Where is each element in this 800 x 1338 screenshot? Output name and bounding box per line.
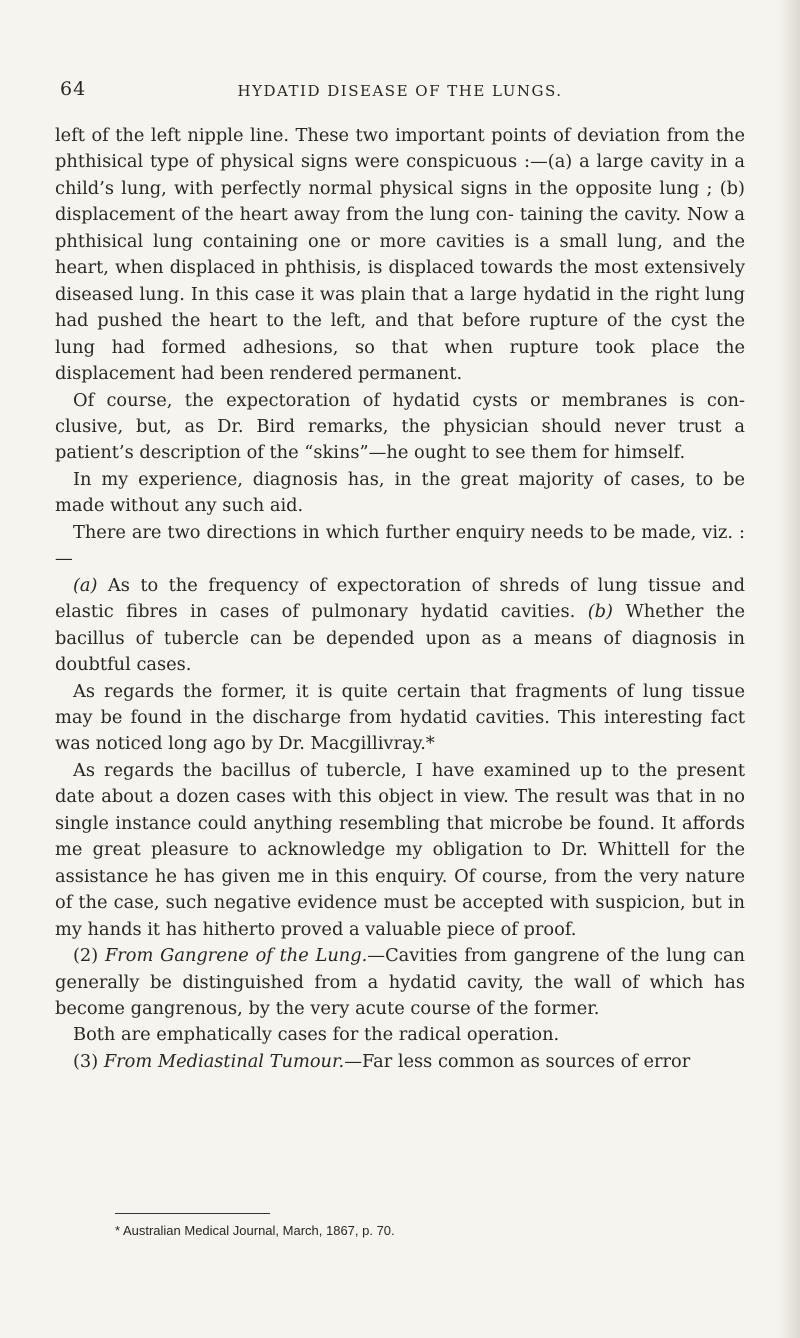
paragraph-10 [55,1049,745,1075]
paragraph-5 [55,573,745,679]
section-2-text: —Cavities from gangrene of the lung can generally be distinguished from a hydatid cavity, the wall of which has become gangrenous, by the very acute course of the former. [55,945,745,1019]
section-2-number: (2) [73,945,105,967]
paragraph-1: left of the left nipple line. These two important points of deviation from the phthisical type of physical signs were conspicuous :—(a) a large cavity in a child’s lung, with perfectly normal physical signs in the opposite lung ; (b) displacement of the heart away from the lung con- taining the cavity. Now a phthisical lung containing one or more cavities is a small lung, and the heart, when displaced in phthisis, is displaced towards the most extensively diseased lung. In this case it was plain that a large hydatid in the right lung had pushed the heart to the left, and that before rupture of the cyst the lung had formed adhesions, so that when rupture took place the displacement had been rendered permanent. [55,125,745,385]
running-title: HYDATID DISEASE OF THE LUNGS. [237,82,563,100]
item-b-text: Whether the bacillus of tubercle can be depended upon as a means of diagnosis in doubtful cases. [55,601,746,676]
item-a-label: (a) [73,574,98,596]
footnote: * Australian Medical Journal, March, 1867, p. 70. [115,1223,395,1238]
paragraph-2: Of course, the expectoration of hydatid cysts or membranes is con- clusive, but, as Dr. Bird remarks, the physician should never trust a patient’s description of the “skins”—he ought to see them for himself. [55,389,745,464]
paragraph-3: In my experience, diagnosis has, in the great majority of cases, to be made without any such aid. [55,468,745,517]
paragraph-7: As regards the bacillus of tubercle, I have examined up to the present date about a dozen cases with this object in view. The result was that in no single instance could anything resembling that microbe be found. It affords me great pleasure to acknowledge my obligation to Dr. Whittell for the assistance he has given me in this enquiry. Of course, from the very nature of the case, such negative evidence must be accepted with suspicion, but in my hands it has hitherto proved a valuable piece of proof. [55,759,745,940]
section-2-title: From Gangrene of the Lung. [104,945,368,967]
page-number: 64 [60,78,87,100]
body-text [55,123,745,1075]
paragraph-6: As regards the former, it is quite certain that fragments of lung tissue may be found in the discharge from hydatid cavities. This interesting fact was noticed long ago by Dr. Macgillivray.* [55,680,745,755]
paragraph-4: There are two directions in which further enquiry needs to be made, viz. :— [55,521,745,570]
paragraph-8 [55,943,745,1022]
item-b-label: (b) [587,601,613,623]
page-edge-shadow [778,0,800,1338]
footnote-rule [115,1213,270,1214]
section-3-title: From Mediastinal Tumour. [103,1050,345,1072]
page-header [40,78,760,108]
item-a-text: As to the frequency of expectoration of shreds of lung tissue and elastic fibres in cases of pulmonary hydatid cavities. [55,574,745,623]
section-3-number: (3) [73,1050,104,1072]
section-3-text: —Far less common as sources of error [344,1050,691,1072]
paragraph-9: Both are emphatically cases for the radical operation. [73,1024,560,1046]
